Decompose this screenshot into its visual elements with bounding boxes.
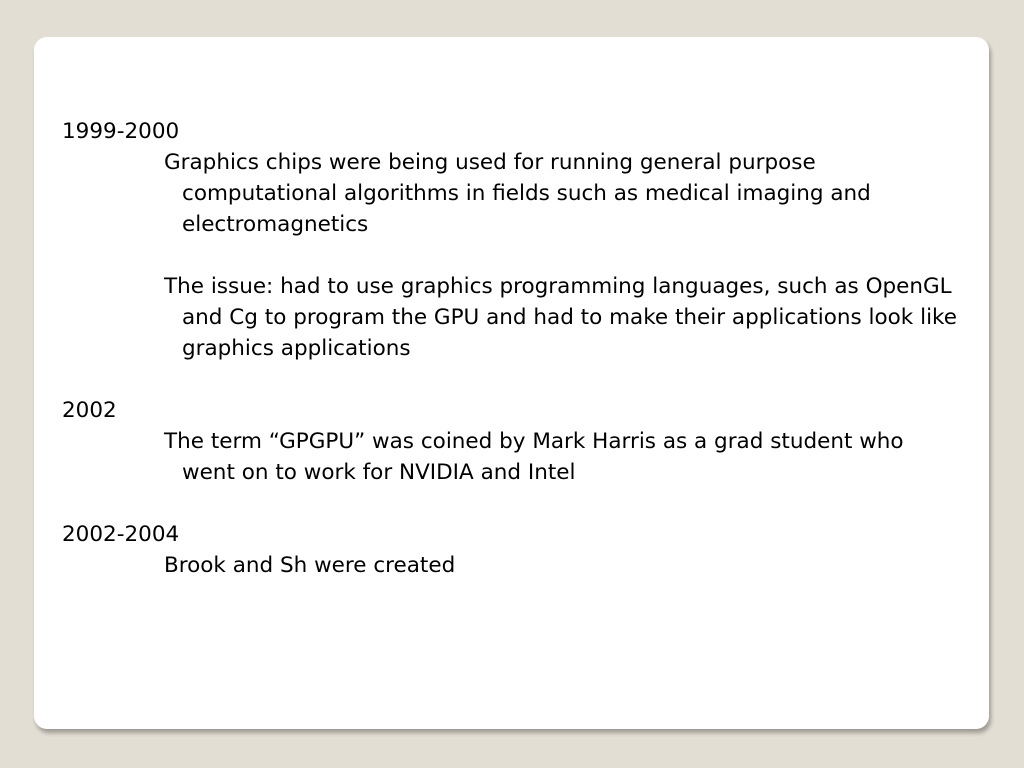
spacer [62,488,962,519]
issue-paragraph: The issue: had to use graphics programming languages, such as OpenGL and Cg to program the GPU and had to make their applications look like graphics applications [164,274,957,361]
gpgpu-term-paragraph: The term “GPGPU” was coined by Mark Harris as a grad student who went on to work for NVIDIA and Intel [164,429,904,485]
slide-content [62,116,962,581]
year-heading-1999-2000: 1999-2000 [62,119,180,144]
year-heading-2002: 2002 [62,398,117,423]
spacer [62,364,962,395]
brook-sh-paragraph: Brook and Sh were created [164,553,456,578]
spacer [62,240,962,271]
year-heading-2002-2004: 2002-2004 [62,522,180,547]
gpu-general-purpose-paragraph: Graphics chips were being used for running general purpose computational algorithms in fields such as medical imaging and electromagnetics [164,150,871,237]
